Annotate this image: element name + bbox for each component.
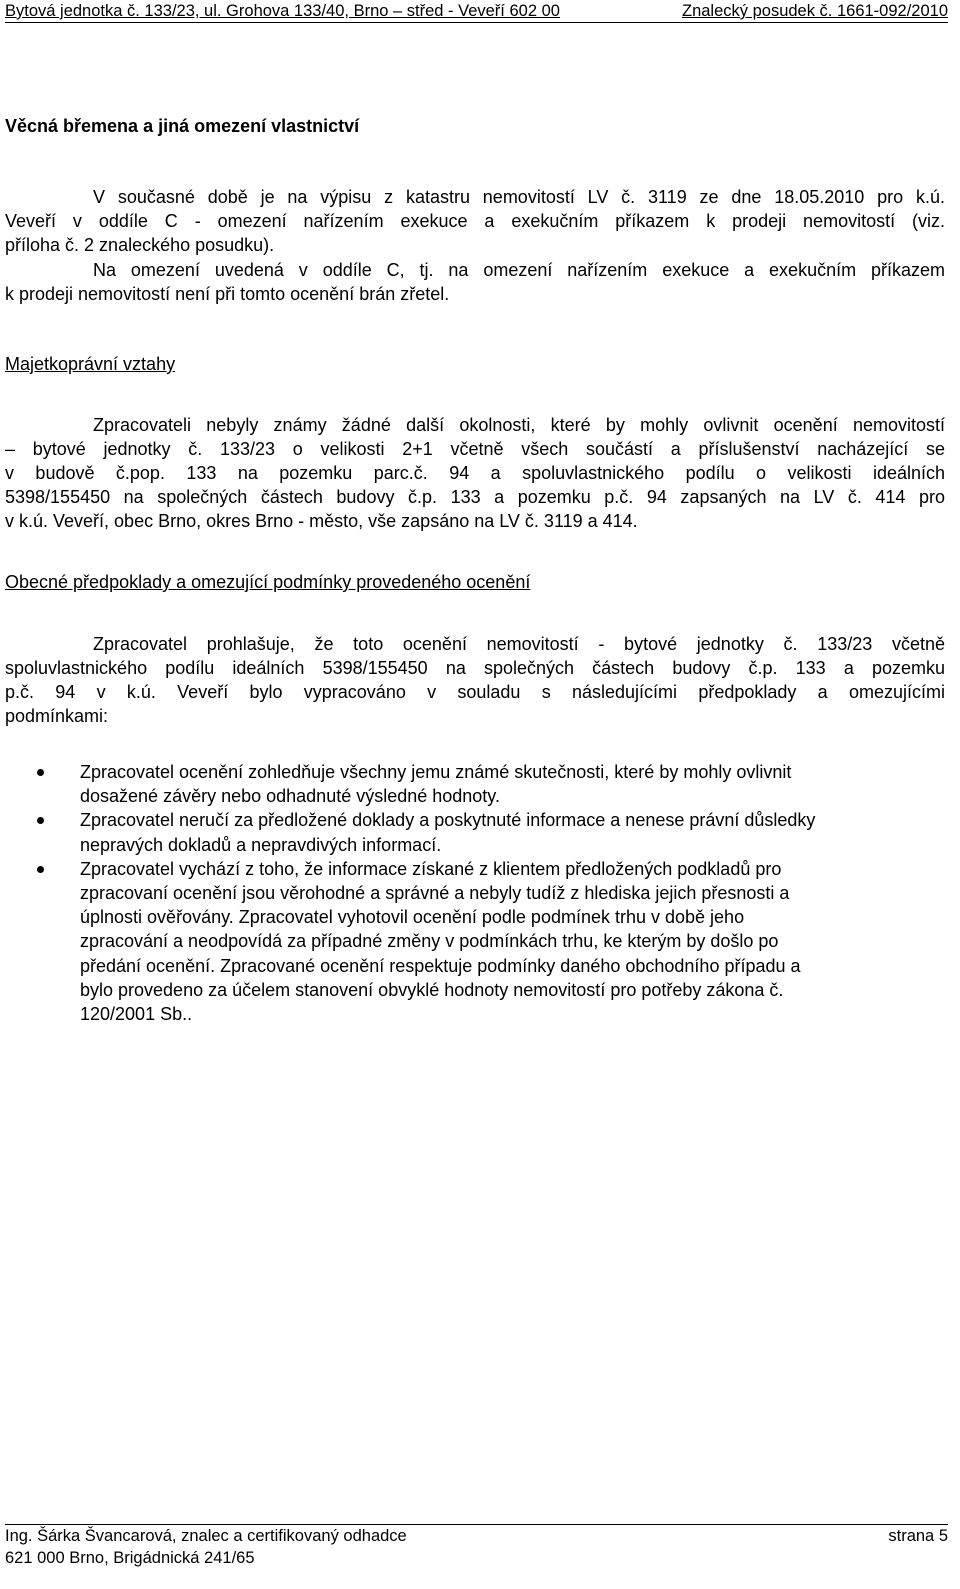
text-line: 120/2001 Sb..	[80, 1004, 193, 1025]
footer-page-number: strana 5	[888, 1527, 948, 1545]
text-line: – bytové jednotky č. 133/23 o velikosti 2+1 včetně všech součástí a příslušenství nacházející se	[5, 439, 945, 459]
text-line: Veveří v oddíle C - omezení nařízením exekuce a exekučním příkazem k prodeji nemovitostí (viz.	[5, 211, 945, 231]
list-item	[0, 857, 945, 1026]
header-report-number: Znalecký posudek č. 1661-092/2010	[681, 2, 948, 20]
section-title-easements: Věcná břemena a jiná omezení vlastnictví	[5, 116, 360, 136]
text-line: v k.ú. Veveří, obec Brno, okres Brno - město, vše zapsáno na LV č. 3119 a 414.	[5, 511, 638, 531]
easements-paragraph-2	[5, 258, 945, 306]
text-line: zpracování a neodpovídá za případné změny v podmínkách trhu, ke kterým by došlo po	[80, 931, 779, 952]
text-line: dosažené závěry nebo odhadnuté výsledné hodnoty.	[80, 786, 500, 807]
assumptions-bullet-list	[0, 760, 945, 1026]
text-line: nepravých dokladů a nepravdivých informací.	[80, 834, 442, 855]
text-line: bylo provedeno za účelem stanovení obvyklé hodnoty nemovitostí pro potřeby zákona č.	[80, 979, 784, 1000]
text-line: Zpracovatel vychází z toho, že informace získané z klientem předložených podkladů pro	[80, 858, 782, 879]
text-line: zpracovaní ocenění jsou věrohodné a správné a nebyly tudíž z hlediska jejich přesnosti a	[80, 883, 790, 904]
text-line: V současné době je na výpisu z katastru nemovitostí LV č. 3119 ze dne 18.05.2010 pro k.ú.	[93, 187, 945, 207]
header-document-subject: Bytová jednotka č. 133/23, ul. Grohova 133/40, Brno – střed - Veveří 602 00	[5, 2, 560, 20]
text-line: v budově č.pop. 133 na pozemku parc.č. 94 a spoluvlastnického podílu o velikosti ideálních	[5, 463, 945, 483]
section-title-general-assumptions: Obecné předpoklady a omezující podmínky provedeného ocenění	[5, 572, 531, 592]
property-relations-paragraph	[5, 413, 945, 533]
bullet-icon	[37, 817, 44, 824]
text-line: předání ocenění. Zpracované ocenění respektuje podmínky daného obchodního případu a	[80, 955, 801, 976]
text-line: Zpracovateli nebyly známy žádné další okolnosti, které by mohly ovlivnit ocenění nemovitostí	[93, 415, 945, 435]
text-line: Zpracovatel prohlašuje, že toto ocenění nemovitostí - bytové jednotky č. 133/23 včetně	[93, 634, 945, 654]
list-item	[0, 808, 945, 856]
easements-paragraph-1	[5, 185, 945, 257]
text-line: podmínkami:	[5, 706, 109, 726]
text-line: Zpracovatel neručí za předložené doklady a poskytnuté informace a nenese právní důsledky	[80, 810, 816, 831]
assumptions-paragraph	[5, 632, 945, 728]
text-line: Zpracovatel ocenění zohledňuje všechny jemu známé skutečnosti, které by mohly ovlivnit	[80, 762, 792, 782]
text-line: Na omezení uvedená v oddíle C, tj. na omezení nařízením exekuce a exekučním příkazem	[93, 260, 945, 280]
text-line: p.č. 94 v k.ú. Veveří bylo vypracováno v souladu s následujícími předpoklady a omezujícími	[5, 682, 945, 702]
footer-address: 621 000 Brno, Brigádnická 241/65	[5, 1549, 255, 1567]
text-line: úplnosti ověřovány. Zpracovatel vyhotovil ocenění podle podmínek trhu v době jeho	[80, 907, 745, 928]
page-footer	[5, 1524, 948, 1569]
bullet-icon	[37, 769, 44, 776]
text-line: příloha č. 2 znaleckého posudku).	[5, 235, 275, 255]
text-line: spoluvlastnického podílu ideálních 5398/155450 na společných částech budovy č.p. 133 a pozemku	[5, 658, 945, 678]
section-title-property-relations: Majetkoprávní vztahy	[5, 354, 176, 374]
bullet-icon	[37, 866, 44, 873]
text-line: k prodeji nemovitostí není při tomto ocenění brán zřetel.	[5, 284, 450, 304]
list-item	[0, 760, 945, 808]
page-header	[5, 0, 948, 23]
footer-author: Ing. Šárka Švancarová, znalec a certifikovaný odhadce	[5, 1527, 407, 1545]
text-line: 5398/155450 na společných částech budovy č.p. 133 a pozemku p.č. 94 zapsaných na LV č. 414 pro	[5, 487, 945, 507]
